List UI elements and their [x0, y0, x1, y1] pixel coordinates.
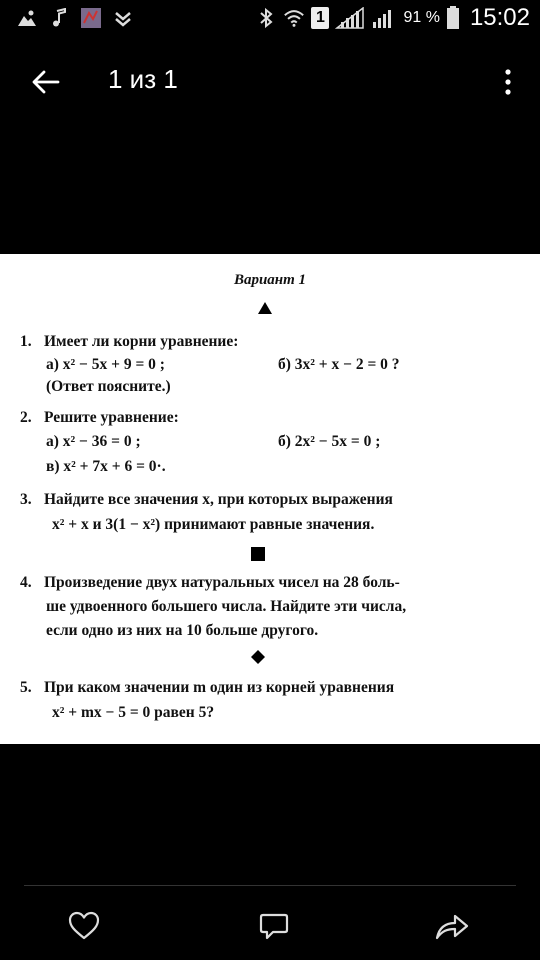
share-icon: [434, 911, 470, 941]
question-text: Найдите все значения x, при которых выражения: [44, 491, 393, 508]
app-thumbnail-icon: [80, 7, 102, 29]
clock: 15:02: [469, 4, 530, 31]
question-number: 4.: [20, 574, 32, 591]
question-4: [20, 572, 400, 593]
signal-icon: [335, 7, 365, 29]
triangle-marker-icon: [258, 302, 272, 314]
diamond-marker-icon: [251, 650, 265, 664]
question-1: [20, 331, 238, 352]
like-button[interactable]: [64, 906, 104, 946]
download-check-icon: [112, 7, 134, 29]
more-options-button[interactable]: [496, 64, 520, 100]
question-3: [20, 489, 393, 510]
bottom-action-bar: [0, 900, 540, 952]
question-text: При каком значении m один из корней уравнения: [44, 679, 395, 696]
viewer-toolbar: [0, 54, 540, 110]
q4-line-3: если одно из них на 10 больше другого.: [46, 622, 319, 639]
question-text: Решите уравнение:: [44, 409, 179, 426]
wifi-icon: [283, 7, 305, 29]
question-number: 5.: [20, 679, 32, 696]
question-number: 1.: [20, 333, 32, 350]
q1-option-b: б) 3x² + x − 2 = 0 ?: [278, 356, 400, 373]
question-number: 3.: [20, 491, 32, 508]
photos-icon: [16, 7, 38, 29]
question-2: [20, 407, 179, 428]
q2-option-a: а) x² − 36 = 0 ;: [46, 433, 141, 450]
status-bar: [0, 0, 540, 36]
battery-percent: 91 %: [403, 9, 440, 26]
question-number: 2.: [20, 409, 32, 426]
page-counter: 1 из 1: [108, 64, 178, 94]
square-marker-icon: [251, 547, 265, 561]
music-icon: [48, 7, 70, 29]
question-text: Имеет ли корни уравнение:: [44, 333, 239, 350]
q3-line-2: x² + x и 3(1 − x²) принимают равные значения.: [52, 516, 375, 533]
q5-line-2: x² + mx − 5 = 0 равен 5?: [52, 704, 215, 721]
q2-option-c: в) x² + 7x + 6 = 0·.: [46, 458, 166, 475]
back-button[interactable]: [26, 62, 66, 102]
q2-option-b: б) 2x² − 5x = 0 ;: [278, 433, 381, 450]
question-text: Произведение двух натуральных чисел на 28 боль-: [44, 574, 400, 591]
signal-icon: [371, 7, 397, 29]
q4-line-2: ше удвоенного большего числа. Найдите эти числа,: [46, 598, 407, 615]
battery-icon: [446, 7, 460, 29]
variant-title: Вариант 1: [233, 272, 307, 288]
more-vertical-icon: [505, 69, 511, 95]
comment-icon: [258, 910, 290, 942]
document-image[interactable]: [0, 254, 540, 744]
share-button[interactable]: [432, 906, 472, 946]
comment-button[interactable]: [254, 906, 294, 946]
sim1-icon: 1: [311, 7, 329, 29]
question-5: [20, 677, 394, 698]
bottom-divider: [24, 885, 516, 886]
q1-option-a: а) x² − 5x + 9 = 0 ;: [46, 356, 165, 373]
arrow-left-icon: [32, 70, 60, 94]
bluetooth-icon: [255, 7, 277, 29]
heart-icon: [68, 911, 100, 941]
q1-note: (Ответ поясните.): [46, 378, 171, 395]
